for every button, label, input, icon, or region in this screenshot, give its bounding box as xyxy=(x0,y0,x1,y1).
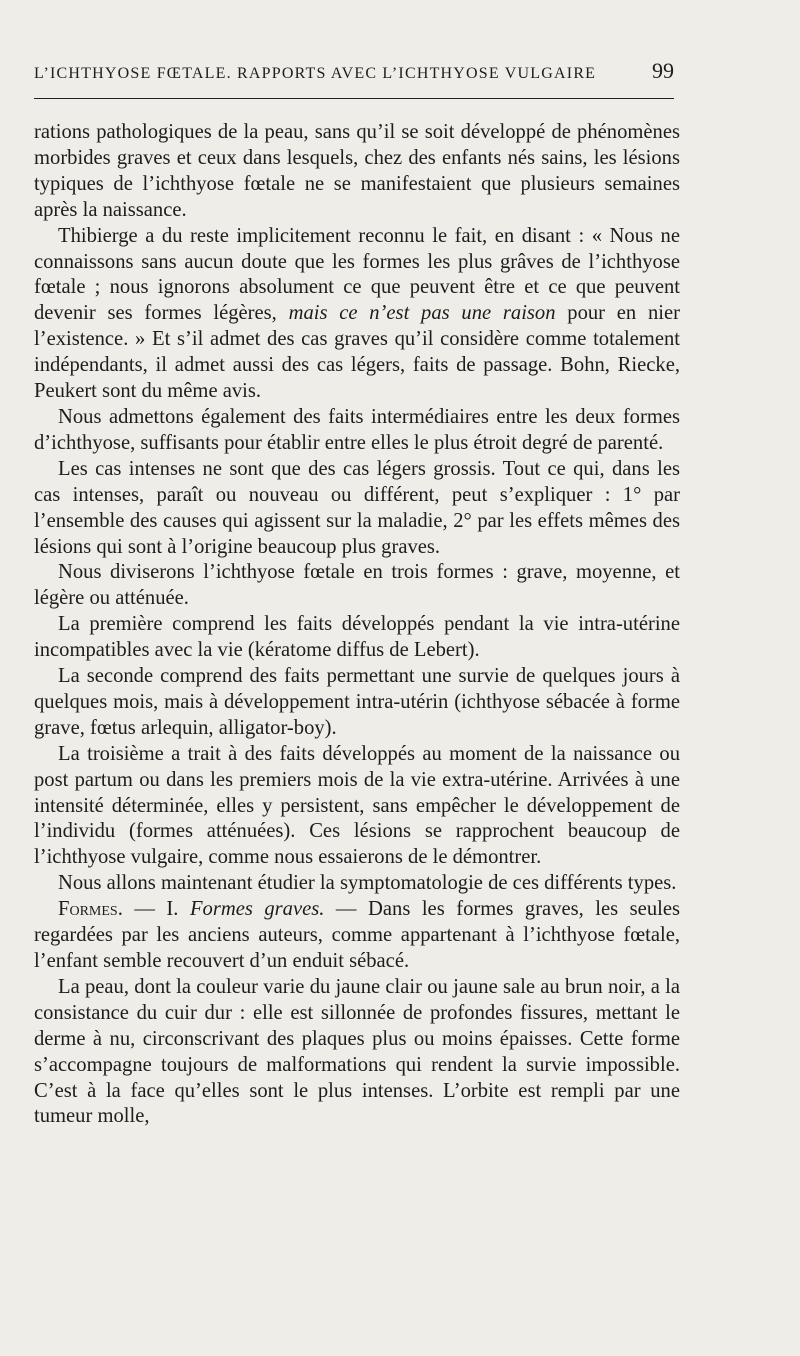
running-title: L’ICHTHYOSE FŒTALE. RAPPORTS AVEC L’ICHTHYOSE VULGAIRE xyxy=(34,65,597,82)
paragraph-p1 xyxy=(34,120,680,224)
text-segment: Thibierge a du reste implicitement reconnu le fait, en disant : « Nous ne connaissons sans aucun doute que les formes les plus grâves de l’ichthyose fœtale ; nous ignorons absolument ce que peuvent être et ce que peuvent devenir ses formes légères, xyxy=(34,224,680,325)
text-segment: Nous admettons également des faits intermédiaires entre les deux formes d’ichthyose, suffisants pour établir entre elles le plus étroit degré de parenté. xyxy=(34,405,680,454)
text-segment: — I. xyxy=(122,898,190,921)
text-segment: Formes. xyxy=(58,898,123,921)
paragraph-p6 xyxy=(34,612,680,664)
paragraph-p2 xyxy=(34,224,680,405)
header-rule xyxy=(34,98,674,99)
body-text xyxy=(34,120,680,1130)
text-segment: La peau, dont la couleur varie du jaune clair ou jaune sale au brun noir, a la consistance du cuir dur : elle est sillonnée de profondes fissures, mettant le derme à nu, circonscrivant des plaques plus ou moins épaisses. Cette forme s’accompagne toujours de malformations qui rendent la survie impossible. C’est à la face qu’elles sont le plus intenses. L’orbite est rempli par une tumeur molle, xyxy=(34,975,680,1128)
paragraph-p9 xyxy=(34,871,680,897)
text-segment: Les cas intenses ne sont que des cas légers grossis. Tout ce qui, dans les cas intenses, paraît ou nouveau ou différent, peut s’expliquer : 1° par l’ensemble des causes qui agissent sur la maladie, 2° par les effets mêmes des lésions qui sont à l’origine beaucoup plus graves. xyxy=(34,457,680,558)
text-segment: La première comprend les faits développés pendant la vie intra-utérine incompatibles avec la vie (kératome diffus de Lebert). xyxy=(34,613,680,662)
paragraph-p10 xyxy=(34,897,680,975)
text-segment: Nous diviserons l’ichthyose fœtale en trois formes : grave, moyenne, et légère ou atténuée. xyxy=(34,561,680,610)
paragraph-p3 xyxy=(34,405,680,457)
text-segment: — Dans les formes graves, les seules regardées par les anciens auteurs, comme appartenant à l’ichthyose fœtale, l’enfant semble recouvert d’un enduit sébacé. xyxy=(34,898,680,972)
paragraph-p11 xyxy=(34,975,680,1130)
text-segment: pour en nier l’existence. » Et s’il admet des cas graves qu’il considère comme totalement indépendants, il admet aussi des cas légers, faits de passage. Bohn, Riecke, Peukert sont du même avis. xyxy=(34,302,680,403)
text-segment: Nous allons maintenant étudier la symptomatologie de ces différents types. xyxy=(58,872,677,895)
text-segment: rations pathologiques de la peau, sans qu’il se soit développé de phénomènes morbides graves et ceux dans lesquels, chez des enfants nés sains, les lésions typiques de l’ichthyose fœtale ne se manifestaient que plusieurs semaines après la naissance. xyxy=(34,121,680,221)
text-segment: mais ce n’est pas une raison xyxy=(288,302,556,325)
paragraph-p5 xyxy=(34,560,680,612)
paragraph-p4 xyxy=(34,457,680,561)
running-header xyxy=(34,58,674,84)
text-segment: Formes graves. xyxy=(189,898,325,921)
text-segment: La seconde comprend des faits permettant une survie de quelques jours à quelques mois, mais à développement intra-utérin (ichthyose sébacée à forme grave, fœtus arlequin, alligator-boy). xyxy=(34,665,680,739)
paragraph-p8 xyxy=(34,742,680,872)
text-segment: La troisième a trait à des faits développés au moment de la naissance ou post partum ou dans les premiers mois de la vie extra-utérine. Arrivées à une intensité déterminée, elles y persistent, sans empêcher le développement de l’individu (formes atténuées). Ces lésions se rapprochent beaucoup de l’ichthyose vulgaire, comme nous essaierons de le démontrer. xyxy=(34,742,680,869)
page-number: 99 xyxy=(652,58,674,83)
paragraph-p7 xyxy=(34,664,680,742)
